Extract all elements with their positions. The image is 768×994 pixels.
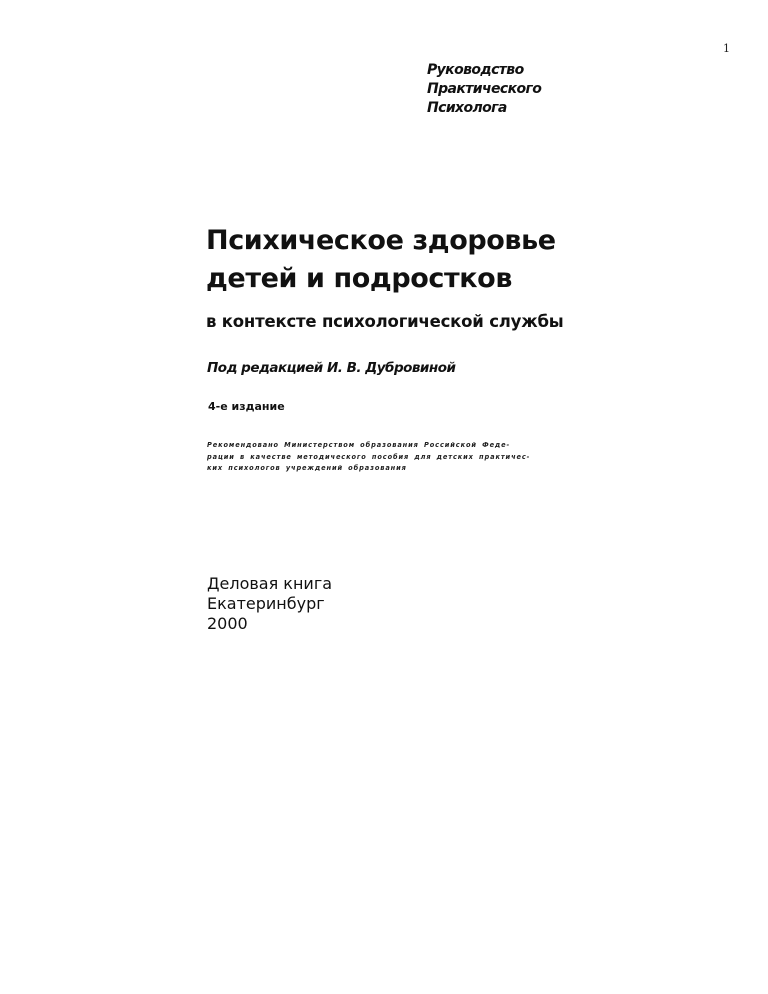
editor-credit: Под редакцией И. В. Дубровиной (207, 360, 456, 376)
book-title (206, 222, 556, 298)
recommendation-line: Рекомендовано Министерством образования Российской Феде- (207, 441, 511, 449)
publication-year: 2000 (207, 614, 248, 633)
book-subtitle: в контексте психологической службы (206, 312, 564, 331)
title-line: Психическое здоровье (206, 225, 556, 256)
series-line: Практического (427, 81, 542, 97)
edition-label: 4-е издание (208, 400, 285, 413)
recommendation-line: ких психологов учреждений образования (207, 464, 407, 472)
recommendation-note (207, 440, 557, 475)
page-number: 1 (723, 42, 730, 55)
publisher-name: Деловая книга (207, 574, 333, 593)
recommendation-line: рации в качестве методического пособия для детских практичес- (207, 452, 531, 461)
series-title (427, 61, 541, 118)
title-line: детей и подростков (206, 263, 513, 294)
publisher-block (207, 574, 332, 634)
series-line: Психолога (427, 100, 507, 116)
series-line: Руководство (427, 62, 524, 78)
publisher-city: Екатеринбург (207, 594, 325, 613)
